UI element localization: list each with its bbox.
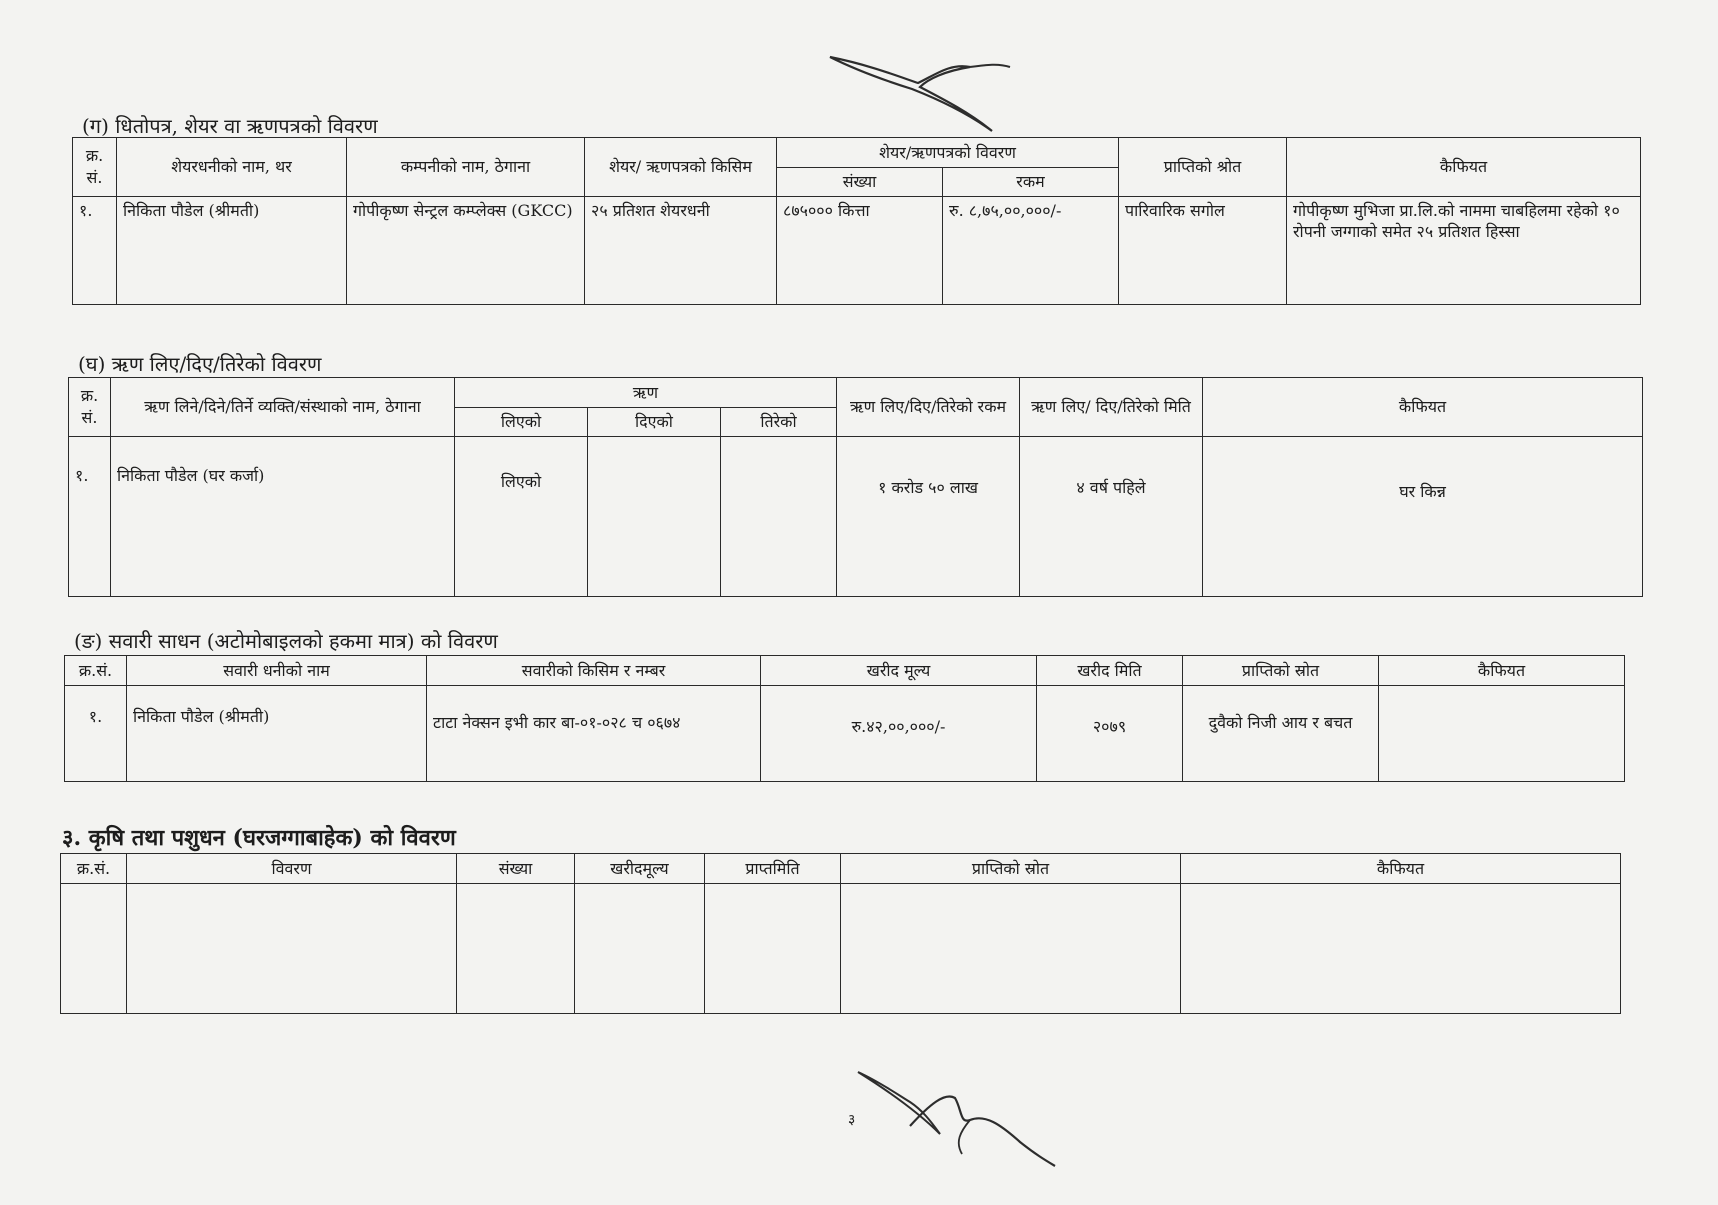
- cell-date: २०७९: [1037, 686, 1183, 782]
- header-date: ऋण लिए/ दिए/तिरेको मिति: [1020, 378, 1203, 437]
- cell-price: रु.४२,००,०००/-: [761, 686, 1037, 782]
- cell-sn: १.: [69, 436, 111, 596]
- header-amount: रकम: [943, 168, 1119, 197]
- signature-top: [820, 45, 1020, 135]
- cell-owner: निकिता पौडेल (श्रीमती): [127, 686, 427, 782]
- cell-remarks: [1379, 686, 1625, 782]
- table-row: [69, 436, 1643, 596]
- header-taken: लिएको: [455, 408, 588, 437]
- section-3-title: ३. कृषि तथा पशुधन (घरजग्गाबाहेक) को विवरण: [62, 825, 456, 851]
- cell-sn: १.: [73, 196, 117, 304]
- section-ga-title: (ग) धितोपत्र, शेयर वा ऋणपत्रको विवरण: [82, 114, 378, 138]
- cell-vehicle: टाटा नेक्सन इभी कार बा-०१-०२८ च ०६७४: [427, 686, 761, 782]
- signature-bottom: [850, 1062, 1060, 1172]
- header-count: संख्या: [777, 168, 943, 197]
- header-party: ऋण लिने/दिने/तिर्ने व्यक्ति/संस्थाको नाम, ठेगाना: [111, 378, 455, 437]
- cell-sn: १.: [65, 686, 127, 782]
- header-given: दिएको: [588, 408, 721, 437]
- cell-amount: रु. ८,७५,००,०००/-: [943, 196, 1119, 304]
- header-source: प्राप्तिको श्रोत: [1119, 138, 1287, 197]
- header-count: संख्या: [457, 854, 575, 884]
- header-date: प्राप्तमिति: [705, 854, 841, 884]
- header-vehicle: सवारीको किसिम र नम्बर: [427, 656, 761, 686]
- header-company: कम्पनीको नाम, ठेगाना: [347, 138, 585, 197]
- cell-company: गोपीकृष्ण सेन्ट्रल कम्प्लेक्स (GKCC): [347, 196, 585, 304]
- agriculture-table: [60, 853, 1621, 1014]
- header-amount: ऋण लिए/दिए/तिरेको रकम: [837, 378, 1020, 437]
- cell-type: २५ प्रतिशत शेयरधनी: [585, 196, 777, 304]
- cell-count: ८७५००० कित्ता: [777, 196, 943, 304]
- header-source: प्राप्तिको स्रोत: [1183, 656, 1379, 686]
- header-owner: सवारी धनीको नाम: [127, 656, 427, 686]
- cell-taken: लिएको: [455, 436, 588, 596]
- header-sn: क्र. सं.: [69, 378, 111, 437]
- header-details: विवरण: [127, 854, 457, 884]
- header-remarks: कैफियत: [1287, 138, 1641, 197]
- section-nga-title: (ङ) सवारी साधन (अटोमोबाइलको हकमा मात्र) को विवरण: [74, 629, 498, 653]
- cell-holder: निकिता पौडेल (श्रीमती): [117, 196, 347, 304]
- loan-table: [68, 377, 1643, 597]
- cell-repaid: [721, 436, 837, 596]
- cell-party: निकिता पौडेल (घर कर्जा): [111, 436, 455, 596]
- cell-remarks: घर किन्न: [1203, 436, 1643, 596]
- securities-table: [72, 137, 1641, 305]
- section-gha-title: (घ) ऋण लिए/दिए/तिरेको विवरण: [78, 352, 322, 376]
- header-date: खरीद मिति: [1037, 656, 1183, 686]
- header-remarks: कैफियत: [1203, 378, 1643, 437]
- vehicle-table: [64, 655, 1625, 782]
- header-sn: क्र.सं.: [65, 656, 127, 686]
- header-remarks: कैफियत: [1379, 656, 1625, 686]
- header-sn: क्र. सं.: [73, 138, 117, 197]
- header-repaid: तिरेको: [721, 408, 837, 437]
- header-price: खरीदमूल्य: [575, 854, 705, 884]
- cell-given: [588, 436, 721, 596]
- header-source: प्राप्तिको स्रोत: [841, 854, 1181, 884]
- page-number: ३: [848, 1112, 856, 1128]
- header-holder: शेयरधनीको नाम, थर: [117, 138, 347, 197]
- header-loan: ऋण: [455, 378, 837, 408]
- header-sn: क्र.सं.: [61, 854, 127, 884]
- cell-remarks: गोपीकृष्ण मुभिजा प्रा.लि.को नाममा चाबहिलमा रहेको १० रोपनी जग्गाको समेत २५ प्रतिशत हिस्सा: [1287, 196, 1641, 304]
- header-remarks: कैफियत: [1181, 854, 1621, 884]
- table-row: [65, 686, 1625, 782]
- header-type: शेयर/ ऋणपत्रको किसिम: [585, 138, 777, 197]
- header-price: खरीद मूल्य: [761, 656, 1037, 686]
- cell-source: दुवैको निजी आय र बचत: [1183, 686, 1379, 782]
- table-row: [73, 196, 1641, 304]
- cell-date: ४ वर्ष पहिले: [1020, 436, 1203, 596]
- table-row: [61, 884, 1621, 1014]
- cell-amount: १ करोड ५० लाख: [837, 436, 1020, 596]
- header-details: शेयर/ऋणपत्रको विवरण: [777, 138, 1119, 168]
- cell-source: पारिवारिक सगोल: [1119, 196, 1287, 304]
